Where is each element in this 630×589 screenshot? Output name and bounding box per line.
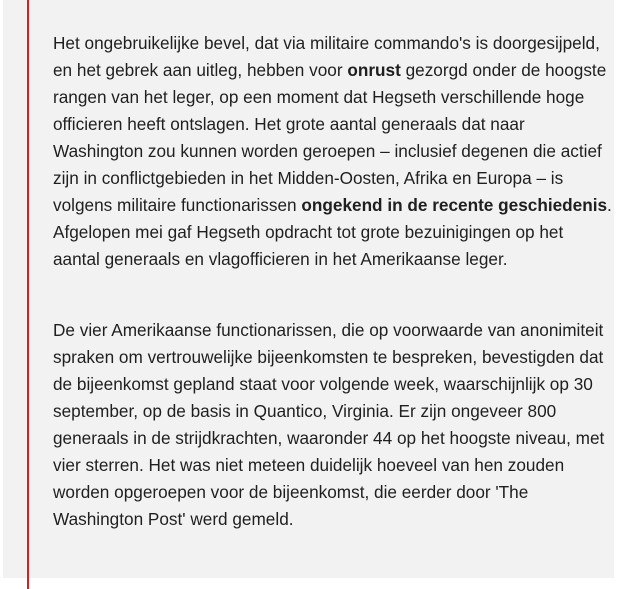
paragraph-1-bold-ongekend: ongekend in de recente geschiedenis [301,195,608,215]
paragraph-1-text-3: . Afgelopen mei gaf Hegseth opdracht tot grote bezuinigingen op het aantal generaals en vlagofficieren in het Amerikaanse leger. [53,195,612,269]
paragraph-1-bold-onrust: onrust [347,60,401,80]
paragraph-1 [53,30,613,273]
article-body [53,30,613,533]
accent-bar [27,0,29,589]
paragraph-2: De vier Amerikaanse functionarissen, die op voorwaarde van anonimiteit spraken om vertrouwelijke bijeenkomsten te bespreken, bevestigden dat de bijeenkomst gepland staat voor volgende week, waarschijnlijk op 30 september, op de basis in Quantico, Virginia. Er zijn ongeveer 800 generaals in de strijdkrachten, waaronder 44 op het hoogste niveau, met vier sterren. Het was niet meteen duidelijk hoeveel van hen zouden worden opgeroepen voor de bijeenkomst, die eerder door 'The Washington Post' werd gemeld. [53,320,605,529]
paragraph-1-text-1: Het ongebruikelijke bevel, dat via militaire commando's is doorgesijpeld, en het gebrek aan uitleg, hebben voor [53,33,600,80]
paragraph-1-text-2: gezorgd onder de hoogste rangen van het leger, op een moment dat Hegseth verschillende hoge officieren heeft ontslagen. Het grote aantal generaals dat naar Washington zou kunnen worden geroepen – inclusief degenen die actief zijn in conflictgebieden in het Midden-Oosten, Afrika en Europa – is volgens militaire functionarissen [53,60,607,215]
